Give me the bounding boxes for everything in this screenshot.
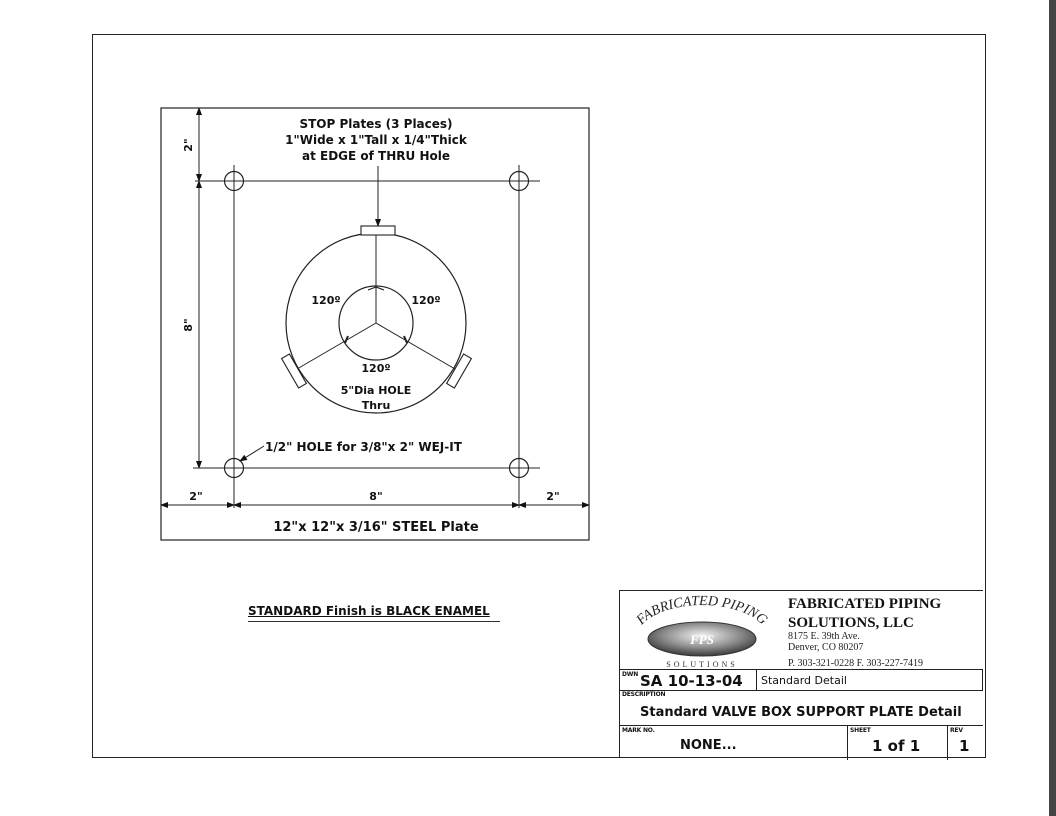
dwn-value: SA 10-13-04: [640, 672, 743, 690]
dwn-divider: [756, 670, 757, 690]
stop-plates-size: 1"Wide x 1"Tall x 1/4"Thick: [285, 133, 467, 147]
logo-top-text: FABRICATED PIPING: [633, 593, 770, 629]
dwn-row: [620, 669, 983, 691]
dim-bottom-mid-label: 8": [369, 490, 383, 503]
dim-bottom-left-label: 2": [189, 490, 203, 503]
stop-plates-location: at EDGE of THRU Hole: [302, 149, 450, 163]
company-name-line2: SOLUTIONS, LLC: [788, 615, 914, 631]
finish-note-underline: [248, 621, 500, 622]
company-phone: P. 303-321-0228 F. 303-227-7419: [788, 658, 924, 669]
rev-divider: [947, 726, 948, 760]
sheet-caption: SHEET: [850, 727, 871, 734]
address-line2: Denver, CO 80207: [788, 642, 864, 653]
dwn-caption: DWN: [622, 671, 639, 678]
dwn-type: Standard Detail: [761, 674, 847, 687]
mark-caption: MARK NO.: [622, 727, 655, 734]
bolt-hole-callout: 1/2" HOLE for 3/8"x 2" WEJ-IT: [265, 440, 462, 454]
plate-label: 12"x 12"x 3/16" STEEL Plate: [273, 520, 479, 535]
angle-right-label: 120º: [411, 294, 441, 307]
stop-plates-title: STOP Plates (3 Places): [299, 117, 453, 131]
mark-value: NONE...: [680, 738, 737, 753]
dim-side-label: 8": [182, 318, 195, 332]
stop-plate-top: [361, 226, 395, 235]
description-value: Standard VALVE BOX SUPPORT PLATE Detail: [640, 705, 962, 720]
company-name-line1: FABRICATED PIPING: [788, 596, 942, 612]
finish-note: STANDARD Finish is BLACK ENAMEL: [248, 604, 490, 618]
thru-hole-label-2: Thru: [361, 399, 391, 412]
thru-hole-label: 5"Dia HOLE: [340, 384, 412, 397]
company-name: [788, 595, 941, 633]
logo-mark: FPS: [690, 632, 714, 647]
address-line1: 8175 E. 39th Ave.: [788, 631, 860, 642]
logo-bottom-text: SOLUTIONS: [666, 660, 738, 669]
description-caption: DESCRIPTION: [622, 691, 666, 698]
sheet-divider: [847, 726, 848, 760]
company-logo: [622, 593, 782, 669]
rev-caption: REV: [950, 727, 963, 734]
sheet-value: 1 of 1: [872, 737, 921, 755]
company-address: [788, 631, 863, 653]
title-block: [619, 590, 983, 758]
angle-left-label: 120º: [311, 294, 341, 307]
mark-row: [620, 725, 983, 759]
dim-top-label: 2": [182, 138, 195, 152]
angle-bottom-label: 120º: [361, 362, 391, 375]
rev-value: 1: [959, 737, 970, 755]
description-row: [620, 691, 983, 725]
dim-bottom-right-label: 2": [546, 490, 560, 503]
